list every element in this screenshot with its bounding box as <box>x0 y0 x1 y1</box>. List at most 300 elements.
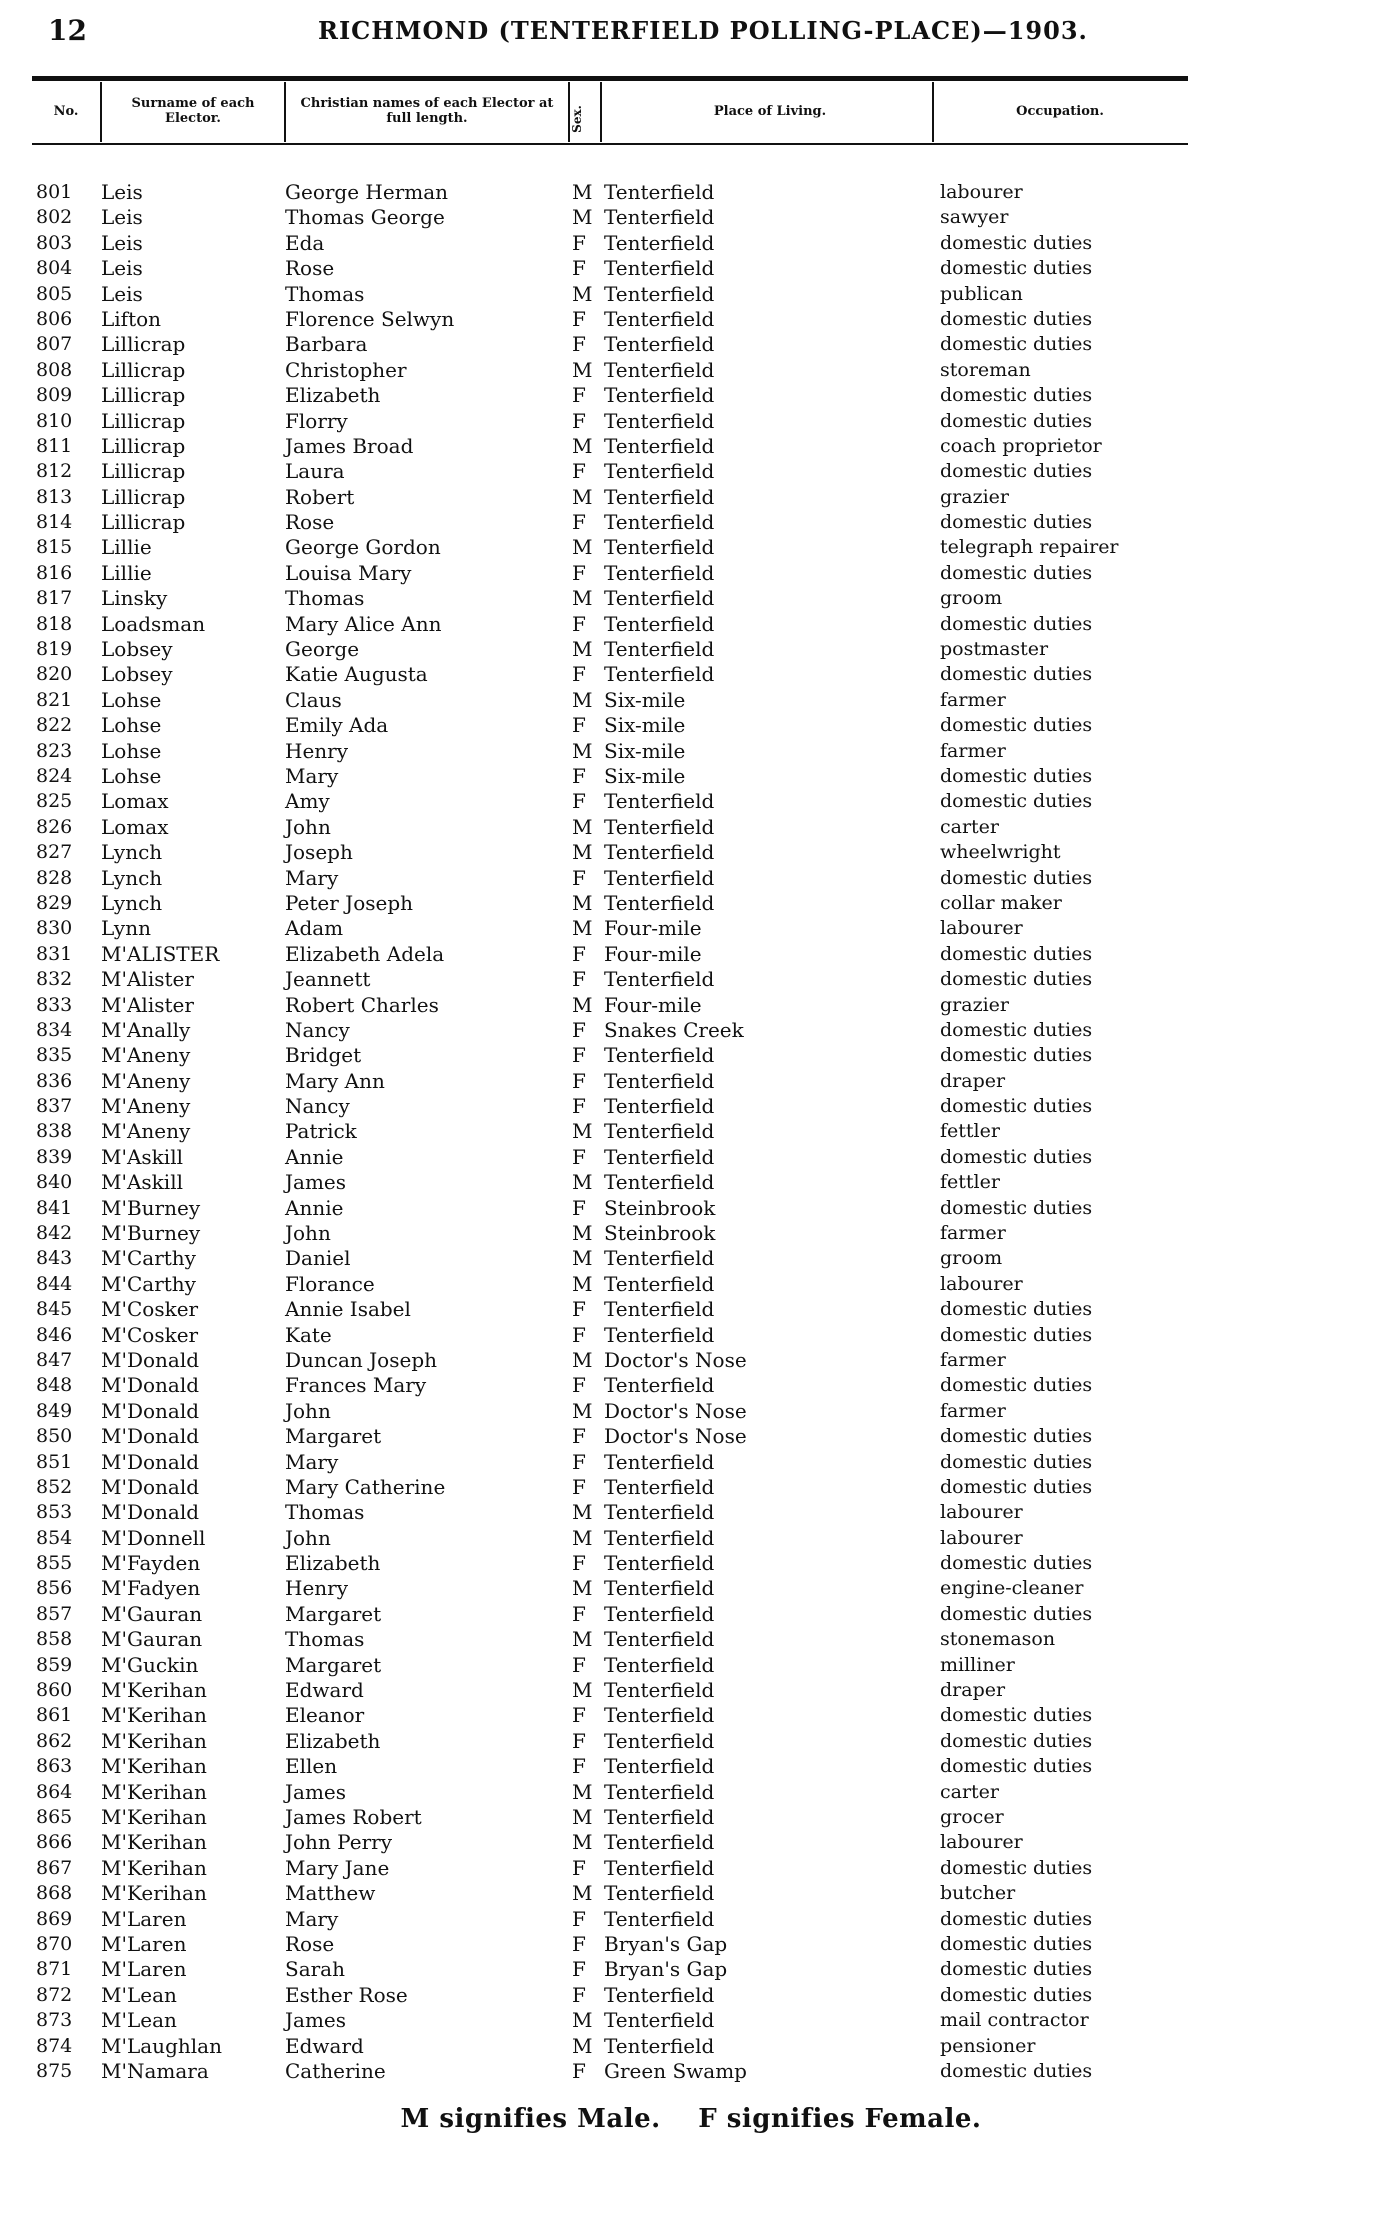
elector-christian-names: Rose <box>285 256 335 281</box>
elector-sex: F <box>572 1373 586 1398</box>
elector-sex: F <box>572 1144 586 1169</box>
elector-place-of-living: Tenterfield <box>604 1322 715 1347</box>
elector-place-of-living: Doctor's Nose <box>604 1424 747 1449</box>
elector-place-of-living: Tenterfield <box>604 789 715 814</box>
elector-surname: Lohse <box>101 738 162 763</box>
elector-place-of-living: Doctor's Nose <box>604 1398 747 1423</box>
elector-number: 871 <box>36 1958 73 1981</box>
elector-number: 828 <box>36 866 73 889</box>
table-row <box>0 739 1382 764</box>
elector-occupation: domestic duties <box>940 409 1093 432</box>
table-row <box>0 1500 1382 1525</box>
elector-christian-names: Elizabeth <box>285 383 381 408</box>
elector-christian-names: Thomas <box>285 1500 365 1525</box>
elector-christian-names: Adam <box>285 916 344 941</box>
elector-christian-names: Mary <box>285 1449 339 1474</box>
table-row <box>0 1450 1382 1475</box>
elector-surname: M'Kerihan <box>101 1881 207 1906</box>
elector-christian-names: Kate <box>285 1322 332 1347</box>
elector-place-of-living: Tenterfield <box>604 1906 715 1931</box>
elector-christian-names: Esther Rose <box>285 1982 408 2007</box>
elector-occupation: domestic duties <box>940 231 1093 254</box>
elector-surname: M'Donnell <box>101 1525 206 1550</box>
elector-place-of-living: Tenterfield <box>604 586 715 611</box>
elector-sex: F <box>572 611 586 636</box>
elector-surname: Lillicrap <box>101 332 186 357</box>
elector-place-of-living: Bryan's Gap <box>604 1957 728 1982</box>
elector-occupation: domestic duties <box>940 1856 1093 1879</box>
elector-christian-names: Annie <box>285 1195 344 1220</box>
elector-surname: Lillie <box>101 535 152 560</box>
table-row <box>0 1119 1382 1144</box>
elector-occupation: farmer <box>940 1399 1006 1422</box>
elector-place-of-living: Tenterfield <box>604 408 715 433</box>
elector-sex: F <box>572 1068 586 1093</box>
elector-sex: F <box>572 1474 586 1499</box>
elector-surname: M'Kerihan <box>101 1830 207 1855</box>
elector-occupation: domestic duties <box>940 1044 1093 1067</box>
elector-number: 803 <box>36 231 73 254</box>
elector-occupation: labourer <box>940 1831 1023 1854</box>
elector-surname: M'Donald <box>101 1373 200 1398</box>
elector-sex: M <box>572 637 593 662</box>
elector-number: 836 <box>36 1069 73 1092</box>
table-row <box>0 205 1382 230</box>
elector-place-of-living: Tenterfield <box>604 890 715 915</box>
elector-sex: M <box>572 916 593 941</box>
elector-occupation: labourer <box>940 1501 1023 1524</box>
elector-place-of-living: Tenterfield <box>604 1525 715 1550</box>
elector-sex: F <box>572 967 586 992</box>
elector-surname: Lillicrap <box>101 433 186 458</box>
header-occupation: Occupation. <box>1016 104 1104 119</box>
table-row <box>0 409 1382 434</box>
elector-number: 856 <box>36 1577 73 1600</box>
elector-occupation: groom <box>940 1247 1003 1270</box>
elector-surname: M'Alister <box>101 967 194 992</box>
elector-occupation: engine-cleaner <box>940 1577 1084 1600</box>
elector-christian-names: Mary Alice Ann <box>285 611 442 636</box>
elector-place-of-living: Tenterfield <box>604 1779 715 1804</box>
elector-place-of-living: Tenterfield <box>604 1373 715 1398</box>
elector-place-of-living: Tenterfield <box>604 637 715 662</box>
table-row <box>0 282 1382 307</box>
elector-number: 829 <box>36 891 73 914</box>
elector-christian-names: Elizabeth Adela <box>285 941 445 966</box>
elector-place-of-living: Tenterfield <box>604 510 715 535</box>
elector-occupation: domestic duties <box>940 1425 1093 1448</box>
elector-occupation: domestic duties <box>940 1323 1093 1346</box>
elector-occupation: postmaster <box>940 638 1049 661</box>
elector-occupation: domestic duties <box>940 790 1093 813</box>
elector-place-of-living: Tenterfield <box>604 662 715 687</box>
elector-sex: M <box>572 1576 593 1601</box>
elector-christian-names: Elizabeth <box>285 1551 381 1576</box>
elector-christian-names: Henry <box>285 1576 349 1601</box>
elector-occupation: domestic duties <box>940 942 1093 965</box>
elector-sex: M <box>572 205 593 230</box>
elector-place-of-living: Six-mile <box>604 687 686 712</box>
elector-occupation: domestic duties <box>940 1475 1093 1498</box>
elector-sex: F <box>572 941 586 966</box>
elector-christian-names: Margaret <box>285 1424 382 1449</box>
elector-christian-names: Robert <box>285 484 355 509</box>
elector-occupation: carter <box>940 815 1000 838</box>
elector-surname: M'Laren <box>101 1957 187 1982</box>
elector-place-of-living: Tenterfield <box>604 814 715 839</box>
table-row <box>0 1399 1382 1424</box>
table-row <box>0 2059 1382 2084</box>
elector-christian-names: Eda <box>285 230 325 255</box>
table-row <box>0 789 1382 814</box>
elector-surname: M'Laren <box>101 1906 187 1931</box>
table-row <box>0 2034 1382 2059</box>
table-row <box>0 1754 1382 1779</box>
elector-sex: M <box>572 1627 593 1652</box>
elector-surname: M'Gauran <box>101 1601 203 1626</box>
elector-number: 845 <box>36 1298 73 1321</box>
elector-surname: M'Fayden <box>101 1551 201 1576</box>
elector-surname: M'Kerihan <box>101 1779 207 1804</box>
table-row <box>0 1983 1382 2008</box>
elector-number: 807 <box>36 333 73 356</box>
elector-surname: M'Donald <box>101 1424 200 1449</box>
elector-surname: M'Donald <box>101 1347 200 1372</box>
elector-sex: M <box>572 1881 593 1906</box>
table-row <box>0 942 1382 967</box>
elector-number: 806 <box>36 307 73 330</box>
elector-place-of-living: Tenterfield <box>604 560 715 585</box>
elector-sex: F <box>572 1931 586 1956</box>
elector-surname: M'Kerihan <box>101 1678 207 1703</box>
elector-sex: M <box>572 738 593 763</box>
table-row <box>0 1297 1382 1322</box>
elector-place-of-living: Tenterfield <box>604 2033 715 2058</box>
elector-occupation: coach proprietor <box>940 434 1102 457</box>
elector-surname: M'Kerihan <box>101 1855 207 1880</box>
elector-place-of-living: Tenterfield <box>604 1246 715 1271</box>
table-row <box>0 1907 1382 1932</box>
elector-number: 820 <box>36 663 73 686</box>
elector-christian-names: Christopher <box>285 357 407 382</box>
elector-surname: M'Cosker <box>101 1322 199 1347</box>
elector-number: 874 <box>36 2034 73 2057</box>
table-row <box>0 1576 1382 1601</box>
elector-surname: M'Lean <box>101 2008 177 2033</box>
elector-occupation: grazier <box>940 485 1009 508</box>
elector-place-of-living: Tenterfield <box>604 1982 715 2007</box>
elector-christian-names: George <box>285 637 360 662</box>
table-row <box>0 459 1382 484</box>
elector-place-of-living: Tenterfield <box>604 1500 715 1525</box>
table-row <box>0 1551 1382 1576</box>
header-surname: Surname of each Elector. <box>131 96 255 126</box>
elector-sex: F <box>572 408 586 433</box>
elector-occupation: domestic duties <box>940 764 1093 787</box>
elector-sex: M <box>572 1398 593 1423</box>
table-row <box>0 1348 1382 1373</box>
elector-christian-names: Claus <box>285 687 342 712</box>
elector-sex: M <box>572 1119 593 1144</box>
elector-sex: F <box>572 383 586 408</box>
elector-occupation: domestic duties <box>940 1196 1093 1219</box>
table-row <box>0 612 1382 637</box>
table-row <box>0 1323 1382 1348</box>
elector-christian-names: Catherine <box>285 2058 386 2083</box>
elector-sex: F <box>572 763 586 788</box>
elector-number: 854 <box>36 1526 73 1549</box>
elector-sex: M <box>572 180 593 204</box>
elector-number: 832 <box>36 968 73 991</box>
elector-number: 808 <box>36 358 73 381</box>
column-divider <box>932 82 934 142</box>
table-row <box>0 1678 1382 1703</box>
elector-place-of-living: Tenterfield <box>604 484 715 509</box>
elector-occupation: farmer <box>940 688 1006 711</box>
table-row <box>0 1018 1382 1043</box>
elector-surname: M'Gauran <box>101 1627 203 1652</box>
elector-place-of-living: Tenterfield <box>604 1576 715 1601</box>
elector-place-of-living: Tenterfield <box>604 1094 715 1119</box>
elector-number: 862 <box>36 1729 73 1752</box>
elector-number: 833 <box>36 993 73 1016</box>
elector-occupation: domestic duties <box>940 1145 1093 1168</box>
elector-christian-names: Henry <box>285 738 349 763</box>
elector-occupation: domestic duties <box>940 1018 1093 1041</box>
elector-number: 846 <box>36 1323 73 1346</box>
elector-place-of-living: Tenterfield <box>604 1474 715 1499</box>
elector-sex: F <box>572 1322 586 1347</box>
table-row <box>0 1703 1382 1728</box>
table-row <box>0 993 1382 1018</box>
table-row <box>0 688 1382 713</box>
elector-place-of-living: Tenterfield <box>604 1601 715 1626</box>
elector-christian-names: Laura <box>285 459 345 484</box>
elector-christian-names: Rose <box>285 510 335 535</box>
table-row <box>0 637 1382 662</box>
elector-place-of-living: Six-mile <box>604 763 686 788</box>
table-row <box>0 1856 1382 1881</box>
table-row <box>0 1145 1382 1170</box>
elector-surname: M'Guckin <box>101 1652 199 1677</box>
elector-surname: Lynch <box>101 840 163 865</box>
elector-number: 855 <box>36 1552 73 1575</box>
elector-sex: M <box>572 535 593 560</box>
elector-number: 812 <box>36 460 73 483</box>
elector-place-of-living: Tenterfield <box>604 865 715 890</box>
column-divider <box>100 82 102 142</box>
elector-occupation: domestic duties <box>940 1450 1093 1473</box>
table-row <box>0 891 1382 916</box>
elector-place-of-living: Tenterfield <box>604 1855 715 1880</box>
elector-christian-names: Thomas <box>285 586 365 611</box>
elector-christian-names: George Gordon <box>285 535 441 560</box>
elector-sex: F <box>572 1017 586 1042</box>
table-row <box>0 1957 1382 1982</box>
elector-number: 830 <box>36 917 73 940</box>
elector-number: 813 <box>36 485 73 508</box>
elector-place-of-living: Tenterfield <box>604 459 715 484</box>
elector-place-of-living: Six-mile <box>604 713 686 738</box>
header-place-of-living: Place of Living. <box>713 104 827 119</box>
elector-christian-names: Mary <box>285 763 339 788</box>
elector-place-of-living: Tenterfield <box>604 1703 715 1728</box>
elector-place-of-living: Tenterfield <box>604 281 715 306</box>
table-row <box>0 535 1382 560</box>
table-row <box>0 1729 1382 1754</box>
elector-surname: Lobsey <box>101 662 173 687</box>
elector-christian-names: Mary <box>285 865 339 890</box>
elector-occupation: fettler <box>940 1120 1000 1143</box>
elector-number: 873 <box>36 2009 73 2032</box>
elector-sex: F <box>572 306 586 331</box>
elector-place-of-living: Tenterfield <box>604 1830 715 1855</box>
header-christian-names: Christian names of each Elector at full length. <box>300 96 554 126</box>
elector-sex: F <box>572 713 586 738</box>
elector-number: 822 <box>36 714 73 737</box>
elector-place-of-living: Tenterfield <box>604 433 715 458</box>
elector-number: 818 <box>36 612 73 635</box>
elector-sex: F <box>572 1297 586 1322</box>
elector-occupation: domestic duties <box>940 866 1093 889</box>
elector-number: 843 <box>36 1247 73 1270</box>
elector-christian-names: James Robert <box>285 1805 422 1829</box>
elector-number: 857 <box>36 1602 73 1625</box>
elector-occupation: mail contractor <box>940 2009 1089 2032</box>
elector-number: 819 <box>36 638 73 661</box>
page-title: RICHMOND (TENTERFIELD POLLING-PLACE)—1903. <box>318 16 1088 45</box>
elector-christian-names: Margaret <box>285 1601 382 1626</box>
elector-christian-names: John <box>285 1525 331 1550</box>
header-no: No. <box>53 104 79 119</box>
elector-place-of-living: Tenterfield <box>604 1119 715 1144</box>
table-row <box>0 1653 1382 1678</box>
header-top-rule <box>32 76 1188 81</box>
elector-surname: Leis <box>101 256 143 281</box>
elector-place-of-living: Snakes Creek <box>604 1017 744 1042</box>
elector-occupation: wheelwright <box>940 841 1061 864</box>
elector-number: 838 <box>36 1120 73 1143</box>
elector-sex: M <box>572 586 593 611</box>
elector-sex: F <box>572 662 586 687</box>
elector-christian-names: Daniel <box>285 1246 351 1271</box>
elector-place-of-living: Tenterfield <box>604 205 715 230</box>
elector-place-of-living: Steinbrook <box>604 1221 716 1246</box>
elector-place-of-living: Tenterfield <box>604 1271 715 1296</box>
elector-occupation: domestic duties <box>940 1298 1093 1321</box>
elector-christian-names: Katie Augusta <box>285 662 428 687</box>
table-row <box>0 1780 1382 1805</box>
elector-occupation: domestic duties <box>940 1552 1093 1575</box>
elector-christian-names: Patrick <box>285 1119 357 1144</box>
elector-number: 842 <box>36 1222 73 1245</box>
elector-christian-names: Edward <box>285 1678 364 1703</box>
table-row <box>0 662 1382 687</box>
elector-place-of-living: Tenterfield <box>604 1754 715 1779</box>
elector-sex: M <box>572 2008 593 2033</box>
elector-number: 824 <box>36 764 73 787</box>
elector-number: 850 <box>36 1425 73 1448</box>
elector-occupation: farmer <box>940 1348 1006 1371</box>
elector-occupation: labourer <box>940 917 1023 940</box>
elector-sex: M <box>572 1678 593 1703</box>
elector-sex: F <box>572 230 586 255</box>
elector-number: 867 <box>36 1856 73 1879</box>
table-row <box>0 1272 1382 1297</box>
elector-number: 821 <box>36 688 73 711</box>
elector-surname: Lifton <box>101 306 162 331</box>
elector-sex: F <box>572 1906 586 1931</box>
elector-number: 817 <box>36 587 73 610</box>
elector-occupation: draper <box>940 1069 1006 1092</box>
elector-sex: M <box>572 840 593 865</box>
elector-sex: F <box>572 865 586 890</box>
table-row <box>0 815 1382 840</box>
table-row <box>0 1170 1382 1195</box>
elector-number: 869 <box>36 1907 73 1930</box>
elector-sex: M <box>572 1830 593 1855</box>
elector-christian-names: Annie <box>285 1144 344 1169</box>
table-row <box>0 866 1382 891</box>
table-row <box>0 713 1382 738</box>
elector-occupation: sawyer <box>940 206 1009 229</box>
table-row <box>0 1602 1382 1627</box>
elector-occupation: domestic duties <box>940 561 1093 584</box>
table-row <box>0 586 1382 611</box>
elector-christian-names: Robert Charles <box>285 992 439 1017</box>
elector-christian-names: Florry <box>285 408 348 433</box>
elector-number: 870 <box>36 1932 73 1955</box>
elector-christian-names: John <box>285 814 331 839</box>
elector-place-of-living: Tenterfield <box>604 332 715 357</box>
elector-occupation: carter <box>940 1780 1000 1803</box>
elector-occupation: grocer <box>940 1806 1004 1828</box>
elector-surname: M'Cosker <box>101 1297 199 1322</box>
elector-sex: F <box>572 1957 586 1982</box>
elector-place-of-living: Four-mile <box>604 916 702 941</box>
elector-christian-names: Mary Ann <box>285 1068 385 1093</box>
elector-christian-names: Emily Ada <box>285 713 389 738</box>
elector-number: 858 <box>36 1628 73 1651</box>
elector-place-of-living: Green Swamp <box>604 2058 747 2083</box>
elector-christian-names: John <box>285 1398 331 1423</box>
elector-surname: M'Alister <box>101 992 194 1017</box>
elector-occupation: domestic duties <box>940 1729 1093 1752</box>
page-number: 12 <box>48 14 87 47</box>
header-bottom-rule <box>32 143 1188 145</box>
elector-christian-names: Amy <box>285 789 330 814</box>
elector-christian-names: Edward <box>285 2033 364 2058</box>
elector-occupation: storeman <box>940 358 1031 381</box>
elector-surname: M'Donald <box>101 1398 200 1423</box>
elector-occupation: domestic duties <box>940 307 1093 330</box>
table-row <box>0 916 1382 941</box>
elector-occupation: labourer <box>940 181 1023 203</box>
elector-surname: Lomax <box>101 789 169 814</box>
table-row <box>0 332 1382 357</box>
elector-sex: M <box>572 1500 593 1525</box>
elector-christian-names: Joseph <box>285 840 353 865</box>
elector-occupation: grazier <box>940 993 1009 1016</box>
table-row <box>0 180 1382 205</box>
elector-occupation: domestic duties <box>940 612 1093 635</box>
elector-occupation: domestic duties <box>940 2059 1093 2082</box>
elector-number: 825 <box>36 790 73 813</box>
elector-place-of-living: Tenterfield <box>604 1678 715 1703</box>
elector-surname: M'Kerihan <box>101 1728 207 1753</box>
header-sex: Sex. <box>569 105 584 133</box>
elector-surname: M'Aneny <box>101 1043 191 1068</box>
